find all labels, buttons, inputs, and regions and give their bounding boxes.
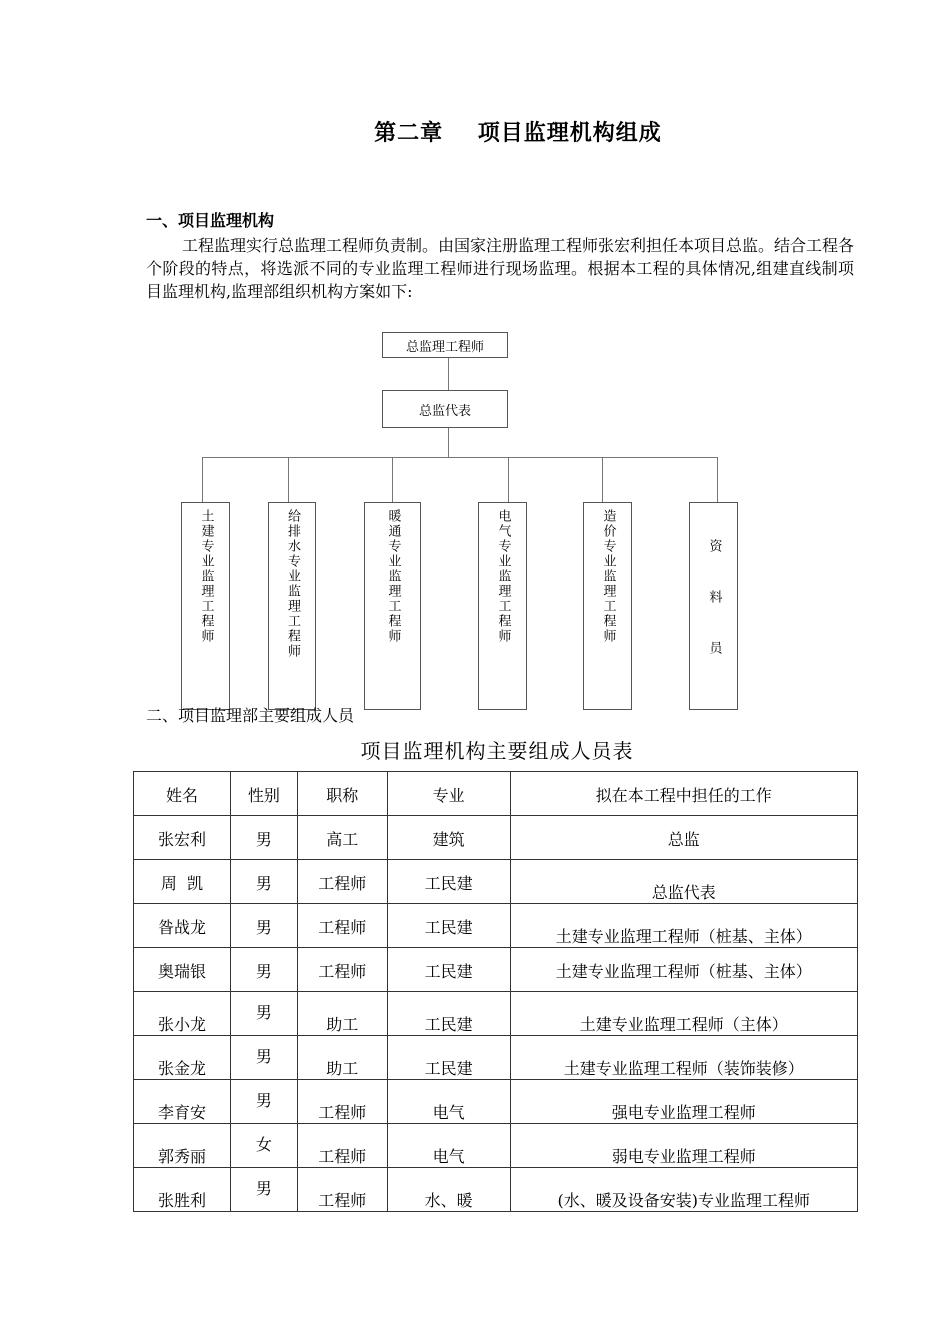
- section1-paragraph: 工程监理实行总监理工程师负责制。由国家注册监理工程师张宏利担任本项目总监。结合工程各个阶段的特点，将选派不同的专业监理工程师进行现场监理。根据本工程的具体情况,组建直线制项目监理机构,监理部组织机构方案如下:: [146, 236, 855, 301]
- table-cell: 工民建: [387, 860, 510, 904]
- table-cell: 工民建: [387, 904, 510, 948]
- connector-line: [448, 358, 449, 390]
- section2-heading: 二、项目监理部主要组成人员: [146, 706, 355, 725]
- table-cell: 总监: [510, 816, 858, 860]
- table-row: [134, 904, 858, 948]
- table-cell: 土建专业监理工程师（装饰装修）: [510, 1036, 858, 1080]
- org-second-box: [382, 390, 508, 428]
- table-cell: 弱电专业监理工程师: [510, 1124, 858, 1168]
- table-row: [134, 860, 858, 904]
- table-cell: 李育安: [134, 1080, 231, 1124]
- connector-line: [508, 457, 509, 502]
- table-cell: 周 凯: [134, 860, 231, 904]
- table-row: [134, 1124, 858, 1168]
- connector-line: [202, 457, 718, 458]
- table-cell: 男: [230, 904, 297, 948]
- table-cell: 高工: [297, 816, 387, 860]
- connector-line: [717, 457, 718, 502]
- org-child-label: 给排水专业监理工程师: [285, 509, 300, 659]
- table-cell: 工程师: [297, 1168, 387, 1212]
- org-top-label: 总监理工程师: [405, 339, 484, 355]
- table-cell: 男: [230, 948, 297, 992]
- table-cell: 工程师: [297, 948, 387, 992]
- table-row: [134, 1168, 858, 1212]
- org-child-label: 电气专业监理工程师: [495, 509, 511, 644]
- table-cell: 工程师: [297, 904, 387, 948]
- table-cell: 张金龙: [134, 1036, 231, 1080]
- table-cell: 工程师: [297, 1124, 387, 1168]
- table-cell: 男: [230, 1036, 297, 1080]
- table-header-cell: 姓名: [134, 772, 231, 816]
- table-cell: 助工: [297, 992, 387, 1036]
- table-cell: 男: [230, 816, 297, 860]
- table-row: [134, 992, 858, 1036]
- table-cell: 工民建: [387, 992, 510, 1036]
- table-cell: 电气: [387, 1080, 510, 1124]
- table-cell: 工民建: [387, 1036, 510, 1080]
- org-child-box: [583, 502, 632, 710]
- table-cell: 建筑: [387, 816, 510, 860]
- org-child-label: 造价专业监理工程师: [600, 509, 616, 644]
- table-cell: 土建专业监理工程师（桩基、主体）: [510, 904, 858, 948]
- table-header-row: [134, 772, 858, 816]
- org-child-box: [689, 502, 738, 710]
- connector-line: [392, 457, 393, 502]
- connector-line: [602, 457, 603, 502]
- table-cell: 奥瑞银: [134, 948, 231, 992]
- org-child-box: [478, 502, 527, 710]
- table-header-cell: 性别: [230, 772, 297, 816]
- org-second-label: 总监代表: [418, 403, 471, 419]
- table-title: 项目监理机构主要组成人员表: [360, 739, 634, 763]
- org-child-box: [364, 502, 421, 710]
- org-child-box: [268, 502, 316, 710]
- connector-line: [448, 428, 449, 458]
- staff-table: [133, 771, 858, 1212]
- table-cell: 电气: [387, 1124, 510, 1168]
- table-header-cell: 职称: [297, 772, 387, 816]
- table-row: [134, 1036, 858, 1080]
- table-cell: 昝战龙: [134, 904, 231, 948]
- table-header-cell: 拟在本工程中担任的工作: [510, 772, 858, 816]
- table-cell: 强电专业监理工程师: [510, 1080, 858, 1124]
- table-cell: 男: [230, 860, 297, 904]
- table-cell: 郭秀丽: [134, 1124, 231, 1168]
- table-cell: 水、暖: [387, 1168, 510, 1212]
- connector-line: [202, 457, 203, 502]
- table-cell: 男: [230, 1080, 297, 1124]
- table-cell: 土建专业监理工程师（桩基、主体）: [510, 948, 858, 992]
- table-cell: 总监代表: [510, 860, 858, 904]
- table-cell: 男: [230, 992, 297, 1036]
- table-cell: (水、暖及设备安装)专业监理工程师: [510, 1168, 858, 1212]
- section1-heading: 一、项目监理机构: [146, 211, 275, 230]
- table-cell: 工程师: [297, 860, 387, 904]
- table-header-cell: 专业: [387, 772, 510, 816]
- org-child-box: [181, 502, 230, 710]
- connector-line: [288, 457, 289, 502]
- table-cell: 张宏利: [134, 816, 231, 860]
- table-cell: 工程师: [297, 1080, 387, 1124]
- org-child-label: 土建专业监理工程师: [198, 509, 214, 644]
- table-cell: 助工: [297, 1036, 387, 1080]
- org-child-label: 资料员: [706, 539, 722, 692]
- table-cell: 土建专业监理工程师（主体）: [510, 992, 858, 1036]
- chapter-title: 第二章 项目监理机构组成: [374, 121, 662, 146]
- table-row: [134, 1080, 858, 1124]
- org-top-box: [382, 332, 508, 358]
- table-cell: 男: [230, 1168, 297, 1212]
- table-cell: 工民建: [387, 948, 510, 992]
- table-cell: 张胜利: [134, 1168, 231, 1212]
- table-cell: 女: [230, 1124, 297, 1168]
- table-row: [134, 948, 858, 992]
- table-cell: 张小龙: [134, 992, 231, 1036]
- table-row: [134, 816, 858, 860]
- org-child-label: 暖通专业监理工程师: [385, 509, 401, 644]
